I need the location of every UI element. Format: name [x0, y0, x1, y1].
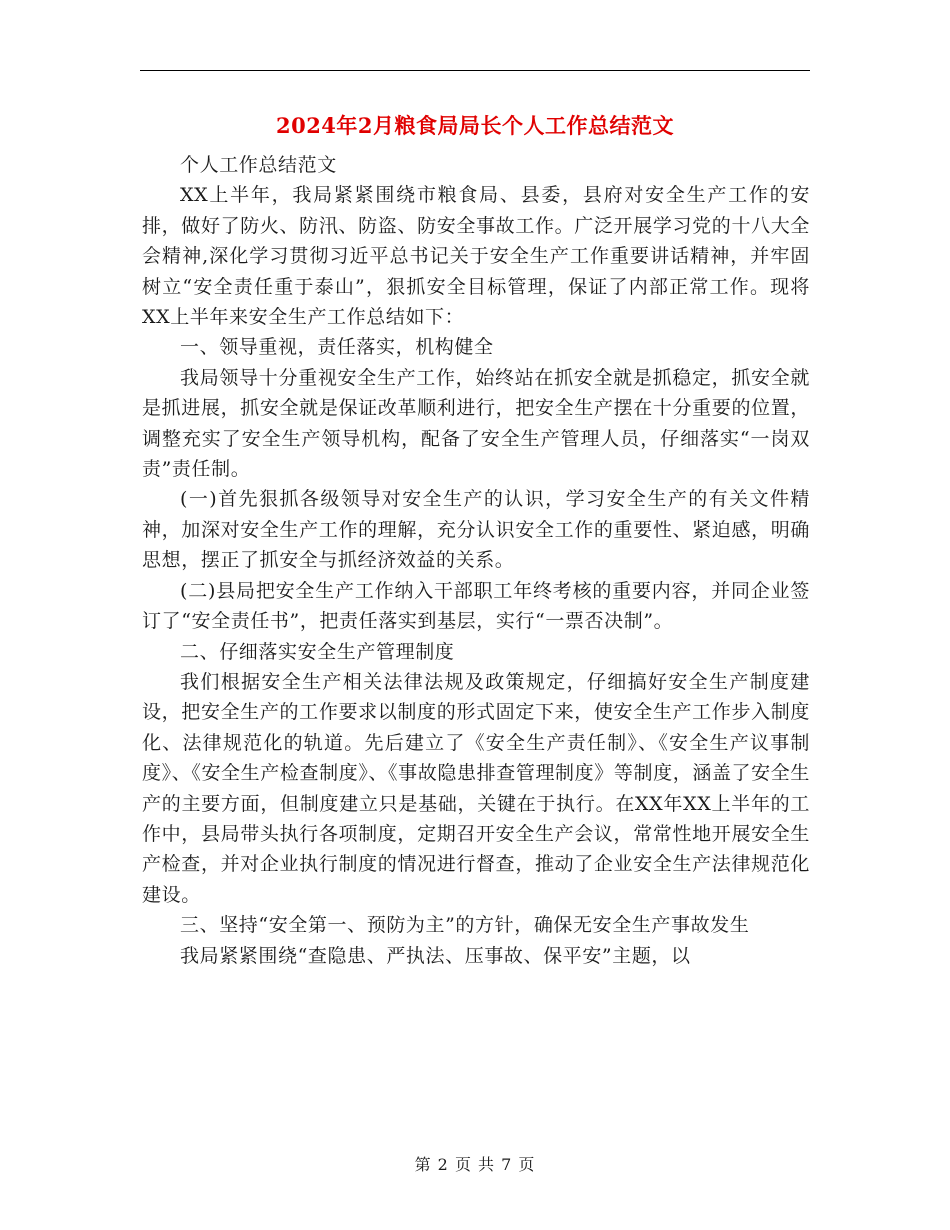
- document-body: [142, 150, 810, 971]
- section-heading: 三、坚持“安全第一、预防为主”的方针，确保无安全生产事故发生: [180, 914, 750, 937]
- paragraph: (一)首先狠抓各级领导对安全生产的认识，学习安全生产的有关文件精神，加深对安全生产工作的理解，充分认识安全工作的重要性、紧迫感，明确思想，摆正了抓安全与抓经济效益的关系。: [142, 488, 810, 572]
- paragraph: XX上半年，我局紧紧围绕市粮食局、县委，县府对安全生产工作的安排，做好了防火、防汛、防盗、防安全事故工作。广泛开展学习党的十八大全会精神,深化学习贯彻习近平总书记关于安全生产工作重要讲话精神，并牢固树立“安全责任重于泰山”，狠抓安全目标管理，保证了内部正常工作。现将XX上半年来安全生产工作总结如下：: [142, 184, 810, 329]
- paragraph: 个人工作总结范文: [180, 154, 337, 176]
- paragraph: 我们根据安全生产相关法律法规及政策规定，仔细搞好安全生产制度建设，把安全生产的工作要求以制度的形式固定下来，使安全生产工作步入制度化、法律规范化的轨道。先后建立了《安全生产责任制》、《安全生产议事制度》、《安全生产检查制度》、《事故隐患排查管理制度》等制度，涵盖了安全生产的主要方面，但制度建立只是基础，关键在于执行。在XX年XX上半年的工作中，县局带头执行各项制度，定期召开安全生产会议，常常性地开展安全生产检查，并对企业执行制度的情况进行督查，推动了企业安全生产法律规范化建设。: [142, 670, 810, 906]
- section-heading: 二、仔细落实安全生产管理制度: [180, 640, 455, 663]
- page-number: 第 2 页 共 7 页: [414, 1155, 536, 1174]
- paragraph: 我局领导十分重视安全生产工作，始终站在抓安全就是抓稳定，抓安全就是抓进展，抓安全就是保证改革顺利进行，把安全生产摆在十分重要的位置，调整充实了安全生产领导机构，配备了安全生产管理人员，仔细落实“一岗双责”责任制。: [142, 366, 810, 481]
- paragraph: (二)县局把安全生产工作纳入干部职工年终考核的重要内容，并同企业签订了“安全责任书”，把责任落实到基层，实行“一票否决制”。: [142, 579, 810, 633]
- header-rule: [140, 70, 810, 71]
- paragraph: 我局紧紧围绕“查隐患、严执法、压事故、保平安”主题，以: [180, 944, 691, 967]
- document-title: 2024年2月粮食局局长个人工作总结范文: [275, 113, 675, 138]
- section-heading: 一、领导重视，责任落实，机构健全: [180, 336, 494, 359]
